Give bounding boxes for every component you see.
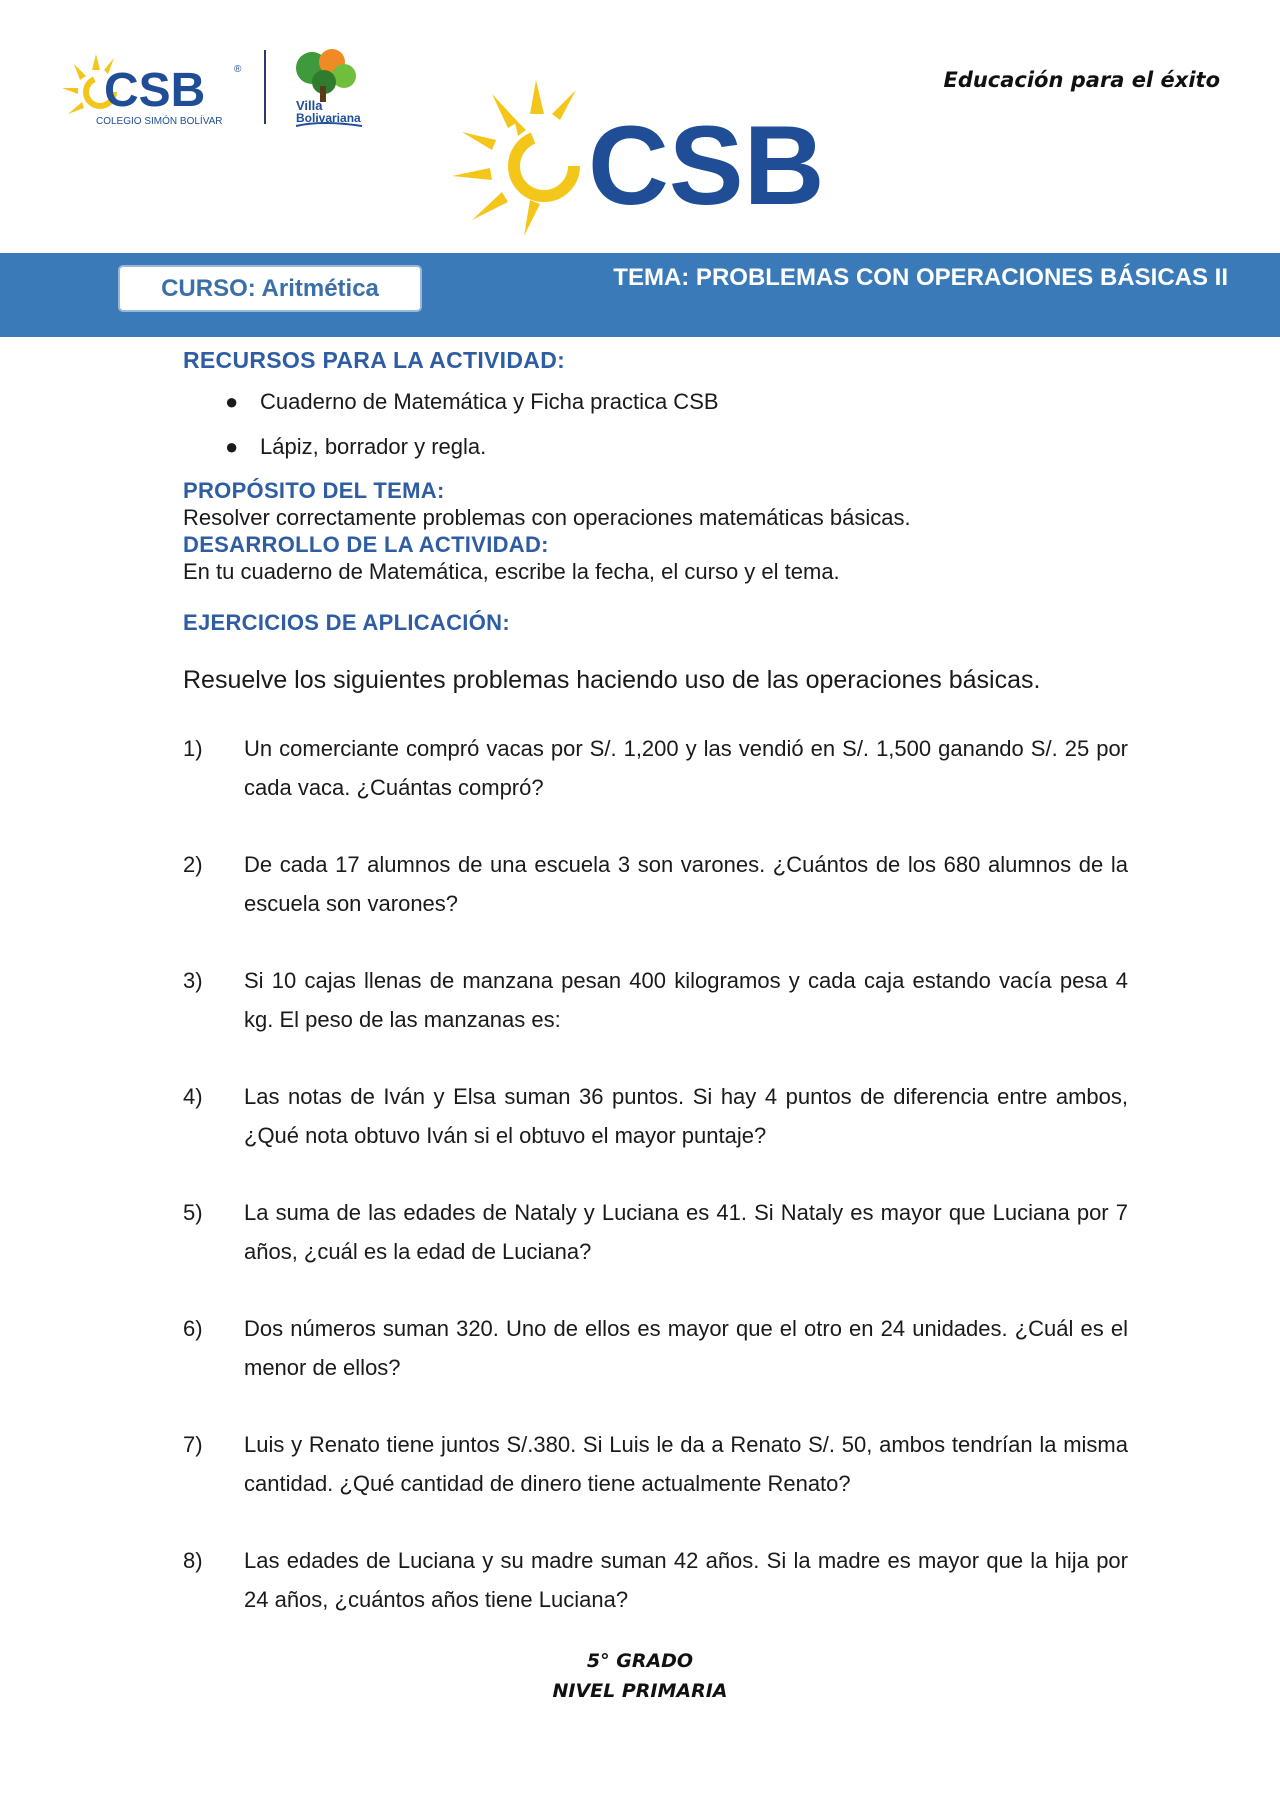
registered-mark: ® [234,64,242,75]
problem-number: 4) [183,1084,203,1109]
school-name: COLEGIO SIMÓN BOLÍVAR [96,116,223,127]
list-item [183,388,1128,416]
development-title: DESARROLLO DE LA ACTIVIDAD: [183,532,549,557]
problem-item [183,1425,1128,1503]
motto: Educación para el éxito [943,68,1220,92]
resource-text: Lápiz, borrador y regla. [260,434,487,459]
brand-big-text: CSB [588,103,825,228]
resource-text: Cuaderno de Matemática y Ficha practica CSB [260,389,719,414]
problem-text: Las edades de Luciana y su madre suman 42 años. Si la madre es mayor que la hija por 24 años, ¿cuántos años tiene Luciana? [244,1548,1128,1612]
problem-item [183,845,1128,923]
logo-divider [264,50,266,124]
problem-item [183,1193,1128,1271]
problem-item [183,1309,1128,1387]
brand-small-text: CSB [104,64,206,117]
villa-bolivariana-logo [282,46,382,130]
problem-number: 1) [183,736,203,761]
purpose-text: Resolver correctamente problemas con operaciones matemáticas básicas. [183,505,911,530]
bullet-icon: ● [225,434,239,459]
resources-list [183,388,1128,461]
problem-number: 3) [183,968,203,993]
problem-item [183,729,1128,807]
footer-level: NIVEL PRIMARIA [552,1680,728,1702]
bullet-icon: ● [225,389,239,414]
problems-list [183,729,1128,1619]
problem-number: 6) [183,1316,203,1341]
list-item [183,433,1128,461]
problem-text: La suma de las edades de Nataly y Luciana es 41. Si Nataly es mayor que Luciana por 7 años, ¿cuál es la edad de Luciana? [244,1200,1128,1264]
problem-number: 5) [183,1200,203,1225]
topic-title: TEMA: PROBLEMAS CON OPERACIONES BÁSICAS II [613,264,1228,291]
villa-line1: Villa [296,98,323,113]
resources-title: RECURSOS PARA LA ACTIVIDAD: [183,347,566,373]
problem-text: De cada 17 alumnos de una escuela 3 son varones. ¿Cuántos de los 680 alumnos de la escuela son varones? [244,852,1128,916]
problem-text: Luis y Renato tiene juntos S/.380. Si Luis le da a Renato S/. 50, ambos tendrían la misma cantidad. ¿Qué cantidad de dinero tiene actualmente Renato? [244,1432,1128,1496]
course-box [118,265,422,312]
problem-text: Dos números suman 320. Uno de ellos es mayor que el otro en 24 unidades. ¿Cuál es el menor de ellos? [244,1316,1128,1380]
exercises-title: EJERCICIOS DE APLICACIÓN: [183,610,510,635]
exercises-intro: Resuelve los siguientes problemas haciendo uso de las operaciones básicas. [183,666,1041,694]
course-label: CURSO: Aritmética [161,274,379,302]
problem-item [183,1541,1128,1619]
problem-text: Si 10 cajas llenas de manzana pesan 400 kilogramos y cada caja estando vacía pesa 4 kg. El peso de las manzanas es: [244,968,1128,1032]
problem-text: Las notas de Iván y Elsa suman 36 puntos. Si hay 4 puntos de diferencia entre ambos, ¿Qué nota obtuvo Iván si el obtuvo el mayor puntaje? [244,1084,1128,1148]
problem-number: 7) [183,1432,203,1457]
problem-item [183,961,1128,1039]
problem-number: 2) [183,852,203,877]
villa-line2: Bolivariana [296,111,361,125]
problem-number: 8) [183,1548,203,1573]
purpose-title: PROPÓSITO DEL TEMA: [183,478,445,503]
footer-grade: 5° GRADO [586,1650,694,1672]
sun-icon-large [452,80,576,236]
worksheet-content [183,345,1128,1619]
csb-logo-small [56,44,256,134]
development-text: En tu cuaderno de Matemática, escribe la fecha, el curso y el tema. [183,559,840,584]
problem-text: Un comerciante compró vacas por S/. 1,200 y las vendió en S/. 1,500 ganando S/. 25 por cada vaca. ¿Cuántas compró? [244,736,1128,800]
csb-logo-big [448,80,848,240]
problem-item [183,1077,1128,1155]
tree-icon [296,49,356,102]
